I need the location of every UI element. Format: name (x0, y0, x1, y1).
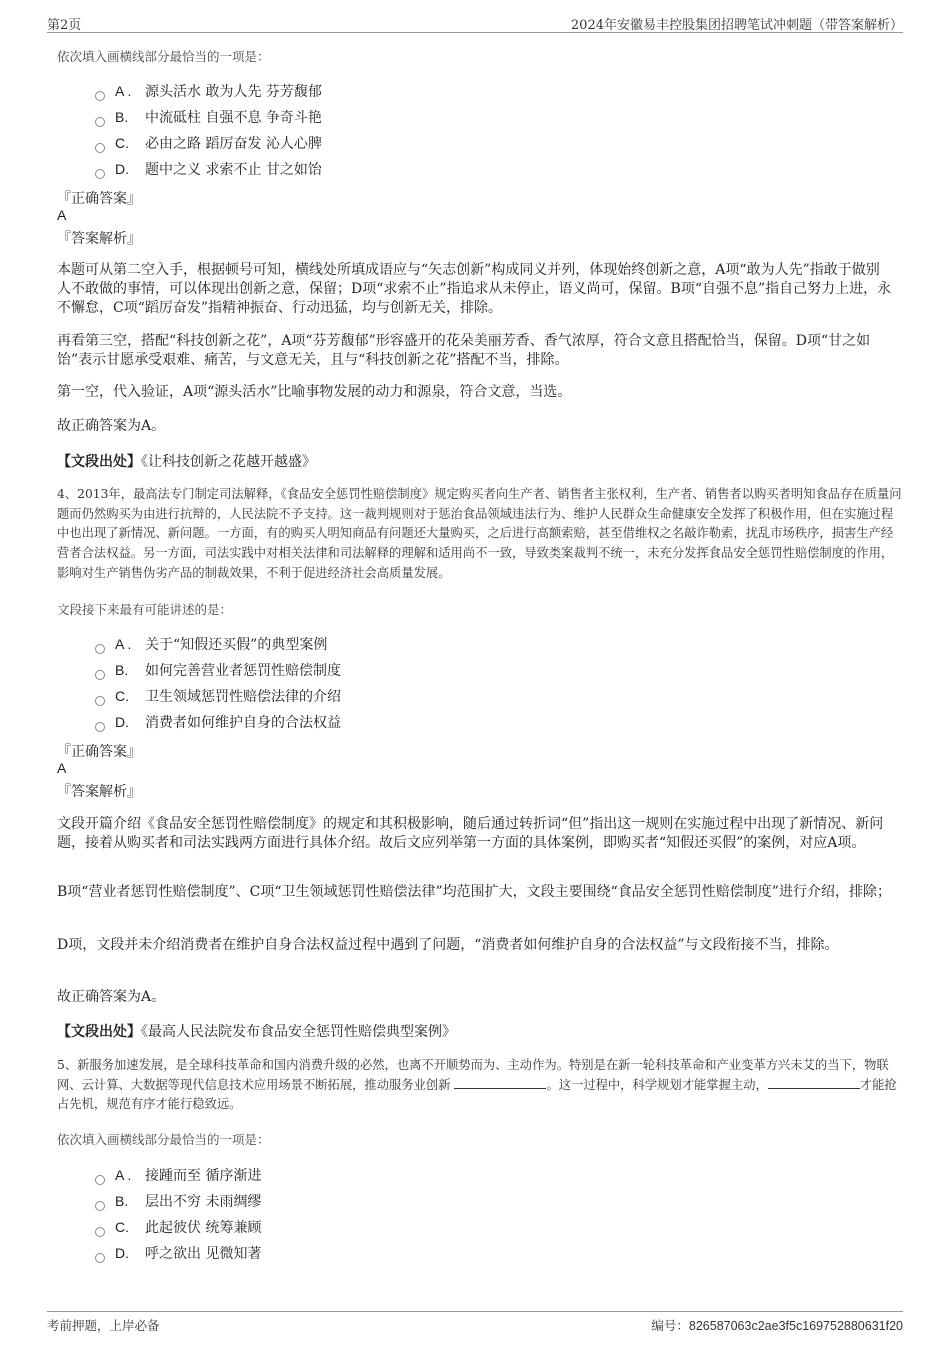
analysis-label: 『答案解析』 (57, 784, 141, 800)
radio-icon[interactable] (95, 644, 105, 654)
option-b[interactable]: B. 中流砥柱 自强不息 争奇斗艳 (95, 104, 322, 130)
option-b[interactable]: B. 如何完善营业者惩罚性赔偿制度 (95, 657, 341, 683)
radio-icon[interactable] (95, 696, 105, 706)
q5-prompt: 依次填入画横线部分最恰当的一项是： (57, 1132, 270, 1147)
answer-value: A (57, 760, 67, 776)
answer-value: A (57, 207, 67, 223)
analysis-conclusion: 故正确答案为A。 (57, 418, 166, 434)
question-text: 5、新服务加速发展，是全球科技革命和国内消费升级的必然，也离不开顺势而为、主动作为。特别是在新一轮科技革命和产业变革方兴未艾的当下，物联网、云计算、大数据等现代信息技术应用场景不断拓展，推动服务业创新 。这一过程中，科学规划才能掌握主动， 才能抢占先机，规范有序才能行稳致远。 (57, 1058, 897, 1112)
option-c[interactable]: C. 此起彼伏 统筹兼顾 (95, 1214, 261, 1240)
radio-icon[interactable] (95, 143, 105, 153)
radio-icon[interactable] (95, 1227, 105, 1237)
question-text: 4、2013年，最高法专门制定司法解释，《食品安全惩罚性赔偿制度》规定购买者向生产者、销售者主张权利，生产者、销售者以购买者明知食品存在质量问题而仍然购买为由进行抗辩的，人民法院不予支持。这一裁判规则对于惩治食品领域违法行为、维护人民群众生命健康安全发挥了积极作用，但在实施过程中也出现了新情况、新问题。一方面，有的购买人明知商品有问题还大量购买，之后进行高额索赔，甚至借维权之名敲诈勒索，扰乱市场秩序，损害生产经营者合法权益。另一方面，司法实践中对相关法律和司法解释的理解和适用尚不一致，导致类案裁判不统一，未充分发挥食品安全惩罚性赔偿制度的作用，影响对生产销售伪劣产品的制裁效果，不利于促进经济社会高质量发展。 (57, 487, 902, 580)
option-d[interactable]: D. 消费者如何维护自身的合法权益 (95, 709, 341, 735)
answer-label: 『正确答案』 (57, 744, 141, 760)
radio-icon[interactable] (95, 91, 105, 101)
source-citation: 【文段出处】《让科技创新之花越开越盛》 (57, 454, 316, 470)
fill-blank (454, 1076, 546, 1089)
radio-icon[interactable] (95, 722, 105, 732)
document-code: 编号：826587063c2ae3f5c169752880631f20 (651, 1318, 903, 1333)
page-number: 第2页 (47, 18, 82, 33)
analysis-paragraph: 文段开篇介绍《食品安全惩罚性赔偿制度》的规定和其积极影响，随后通过转折词“但”指出这一规则在实施过程中出现了新情况、新问题，接着从购买者和司法实践两方面进行具体介绍。故后文应列举第一方面的具体案例，即购买者“知假还买假”的案例，对应A项。 (57, 816, 884, 851)
analysis-conclusion: 故正确答案为A。 (57, 989, 166, 1005)
answer-label: 『正确答案』 (57, 191, 141, 207)
option-d[interactable]: D. 呼之欲出 见微知著 (95, 1240, 261, 1266)
source-citation: 【文段出处】《最高人民法院发布食品安全惩罚性赔偿典型案例》 (57, 1024, 456, 1040)
option-a[interactable]: A . 接踵而至 循序渐进 (95, 1162, 261, 1188)
fill-blank (768, 1076, 860, 1089)
radio-icon[interactable] (95, 1175, 105, 1185)
radio-icon[interactable] (95, 1253, 105, 1263)
page-footer (47, 1311, 903, 1334)
option-b[interactable]: B. 层出不穷 未雨绸缪 (95, 1188, 261, 1214)
radio-icon[interactable] (95, 670, 105, 680)
radio-icon[interactable] (95, 117, 105, 127)
analysis-label: 『答案解析』 (57, 231, 141, 247)
option-d[interactable]: D. 题中之义 求索不止 甘之如饴 (95, 156, 322, 182)
option-a[interactable]: A . 关于“知假还买假”的典型案例 (95, 631, 341, 657)
analysis-paragraph: 再看第三空，搭配“科技创新之花”，A项“芬芳馥郁”形容盛开的花朵美丽芳香、香气浓厚，符合文意且搭配恰当，保留。D项“甘之如饴”表示甘愿承受艰难、痛苦，与文意无关，且与“科技创新之花”搭配不当，排除。 (57, 333, 871, 368)
analysis-paragraph: 第一空，代入验证，A项“源头活水”比喻事物发展的动力和源泉，符合文意，当选。 (57, 384, 572, 400)
analysis-paragraph: 本题可从第二空入手，根据顿号可知，横线处所填成语应与“矢志创新”构成同义并列，体现始终创新之意，A项“敢为人先”指敢于做别人不敢做的事情，可以体现出创新之意，保留；D项“求索不止”指追求从未停止，语义尚可，保留。B项“自强不息”指自己努力上进，永不懈怠，C项“蹈厉奋发”指精神振奋、行动迅猛，均与创新无关，排除。 (57, 262, 892, 316)
q5-options (95, 1162, 261, 1266)
q3-options (95, 78, 322, 182)
analysis-paragraph: B项“营业者惩罚性赔偿制度”、C项“卫生领域惩罚性赔偿法律”均范围扩大，文段主要围绕“食品安全惩罚性赔偿制度”进行介绍，排除； (57, 884, 891, 900)
option-a[interactable]: A . 源头活水 敢为人先 芬芳馥郁 (95, 78, 322, 104)
option-c[interactable]: C. 必由之路 蹈厉奋发 沁人心脾 (95, 130, 322, 156)
footer-slogan: 考前押题，上岸必备 (47, 1318, 160, 1333)
radio-icon[interactable] (95, 169, 105, 179)
page-header (47, 12, 903, 33)
document-title: 2024年安徽易丰控股集团招聘笔试冲刺题（带答案解析） (570, 18, 903, 33)
q3-prompt: 依次填入画横线部分最恰当的一项是： (57, 49, 270, 64)
radio-icon[interactable] (95, 1201, 105, 1211)
q4-prompt: 文段接下来最有可能讲述的是： (57, 602, 233, 617)
q4-options (95, 631, 341, 735)
option-c[interactable]: C. 卫生领域惩罚性赔偿法律的介绍 (95, 683, 341, 709)
analysis-paragraph: D项，文段并未介绍消费者在维护自身合法权益过程中遇到了问题，“消费者如何维护自身的合法权益”与文段衔接不当，排除。 (57, 937, 839, 953)
